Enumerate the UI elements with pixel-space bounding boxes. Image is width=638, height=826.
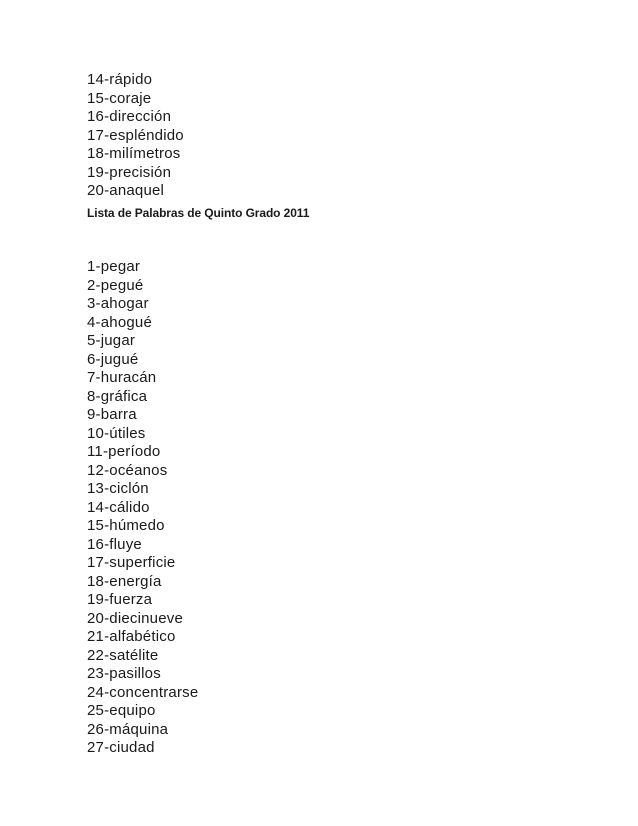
list-item: 19-fuerza [87,591,153,608]
list-item: 3-ahogar [87,295,149,312]
list-item: 22-satélite [87,646,159,664]
list-item: 9-barra [87,406,137,423]
list-item: 7-huracán [87,369,157,386]
list-item: 20-diecinueve [87,609,183,627]
list-item: 15-húmedo [87,517,165,534]
list-item: 21-alfabético [87,628,176,645]
list-item: 13-ciclón [87,480,149,497]
list-item: 17-superficie [87,554,176,571]
list-item: 6-jugué [87,350,139,368]
list-item: 25-equipo [87,702,156,719]
list-item: 18-energía [87,572,162,590]
list-heading: Lista de Palabras de Quinto Grado 2011 [87,206,310,220]
list-item: 14-cálido [87,498,150,516]
list-item: 23-pasillos [87,665,161,682]
list-item: 5-jugar [87,332,136,349]
list-item: 11-período [87,443,161,460]
list-item: 20-anaquel [87,182,165,199]
list-item: 17-espléndido [87,126,184,144]
list-item: 14-rápido [87,71,153,88]
list-item: 10-útiles [87,424,146,442]
list-item: 15-coraje [87,89,152,107]
list-item: 19-precisión [87,163,172,181]
list-item: 1-pegar [87,258,141,275]
list-item: 16-dirección [87,108,172,125]
list-item: 27-ciudad [87,739,155,756]
word-list-continued [87,71,184,201]
list-item: 2-pegué [87,276,144,294]
list-item: 12-océanos [87,461,168,479]
list-item: 8-gráfica [87,387,148,405]
list-item: 16-fluye [87,535,142,553]
list-item: 24-concentrarse [87,683,199,701]
list-item: 4-ahogué [87,313,152,331]
list-item: 26-máquina [87,720,169,738]
list-item: 18-milímetros [87,145,181,162]
word-list [87,258,198,758]
